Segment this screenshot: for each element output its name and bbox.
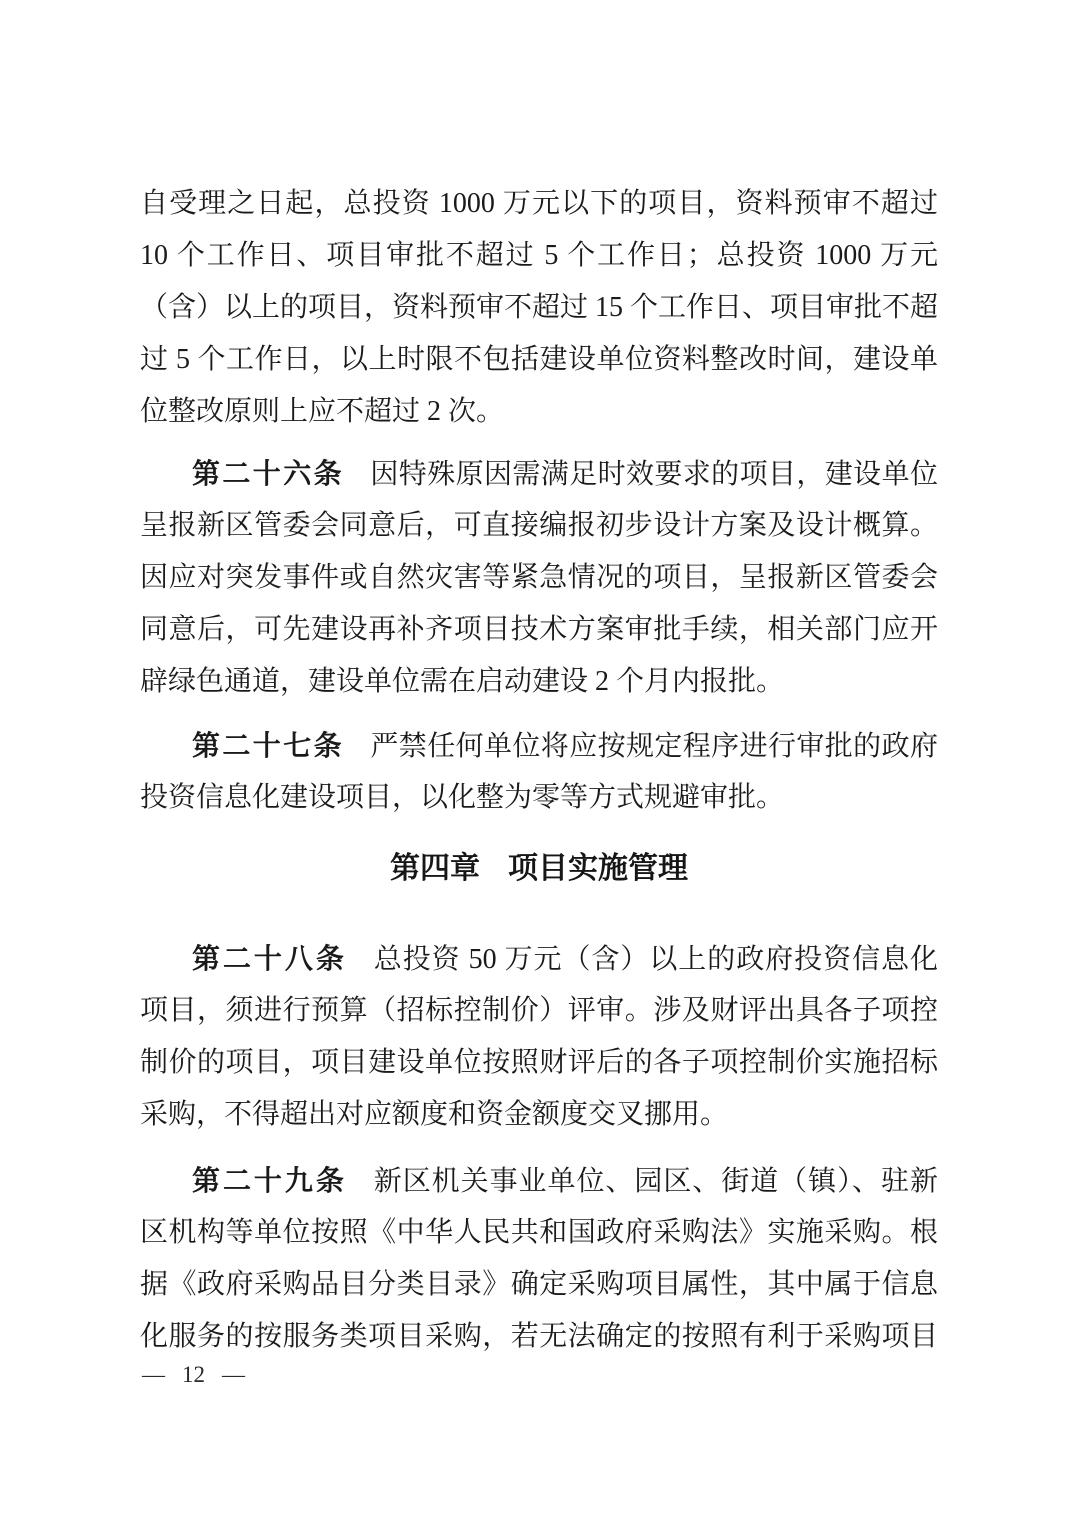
footer-dash-right: — — [222, 1362, 245, 1387]
text-line: 制价的项目，项目建设单位按照财评后的各子项控制价实施招标 — [140, 1047, 938, 1078]
chapter-title: 项目实施管理 — [508, 852, 688, 885]
lead-gap — [347, 1189, 373, 1190]
article-26-number: 第二十六条 — [192, 458, 344, 489]
text-line: 因应对突发事件或自然灾害等紧急情况的项目，呈报新区管委会 — [140, 562, 938, 593]
lead-gap — [347, 967, 373, 968]
paragraph-time-limits-continued — [140, 178, 938, 438]
text-line: 采购，不得超出对应额度和资金额度交叉挪用。 — [140, 1099, 729, 1130]
paragraph-article-26 — [140, 448, 938, 708]
text-line: 自受理之日起，总投资 1000 万元以下的项目，资料预审不超过 — [140, 188, 938, 219]
lead-gap — [344, 482, 370, 483]
text-line: 10 个工作日、项目审批不超过 5 个工作日；总投资 1000 万元 — [140, 240, 938, 271]
text-run: 因特殊原因需满足时效要求的项目，建设单位 — [370, 459, 938, 490]
text-line: 区机构等单位按照《中华人民共和国政府采购法》实施采购。根 — [140, 1217, 938, 1248]
text-line: 同意后，可先建设再补齐项目技术方案审批手续，相关部门应开 — [140, 614, 938, 645]
text-line: 呈报新区管委会同意后，可直接编报初步设计方案及设计概算。 — [140, 510, 938, 541]
text-line: （含）以上的项目，资料预审不超过 15 个工作日、项目审批不超 — [140, 292, 938, 323]
paragraph-article-28 — [140, 933, 938, 1141]
lead-gap — [344, 754, 370, 755]
text-line: 投资信息化建设项目，以化整为零等方式规避审批。 — [140, 782, 785, 813]
text-line: 位整改原则上应不超过 2 次。 — [140, 396, 505, 427]
text-line: 辟绿色通道，建设单位需在启动建设 2 个月内报批。 — [140, 666, 785, 697]
chapter-heading — [140, 852, 938, 886]
text-line: 项目，须进行预算（招标控制价）评审。涉及财评出具各子项控 — [140, 995, 938, 1026]
page-number: 12 — [182, 1362, 205, 1387]
article-27-number: 第二十七条 — [192, 730, 344, 761]
text-line: 据《政府采购品目分类目录》确定采购项目属性，其中属于信息 — [140, 1269, 938, 1300]
article-26-first-line — [140, 448, 938, 500]
text-line: 过 5 个工作日，以上时限不包括建设单位资料整改时间，建设单 — [140, 344, 938, 375]
footer-dash-left: — — [142, 1362, 165, 1387]
article-27-first-line — [140, 720, 938, 772]
article-29-number: 第二十九条 — [192, 1165, 347, 1196]
page-footer — [142, 1362, 245, 1388]
document-body — [140, 178, 938, 1363]
article-28-first-line — [140, 933, 938, 985]
article-28-number: 第二十八条 — [192, 943, 347, 974]
paragraph-article-29 — [140, 1155, 938, 1363]
text-run: 严禁任何单位将应按规定程序进行审批的政府 — [370, 731, 938, 762]
paragraph-article-27 — [140, 720, 938, 824]
chapter-number: 第四章 — [390, 852, 480, 885]
text-run: 新区机关事业单位、园区、街道（镇）、驻新 — [372, 1166, 938, 1197]
chapter-gap — [480, 877, 508, 878]
text-line: 化服务的按服务类项目采购，若无法确定的按照有利于采购项目 — [140, 1321, 938, 1352]
article-29-first-line — [140, 1155, 938, 1207]
text-run: 总投资 50 万元（含）以上的政府投资信息化 — [372, 944, 938, 975]
